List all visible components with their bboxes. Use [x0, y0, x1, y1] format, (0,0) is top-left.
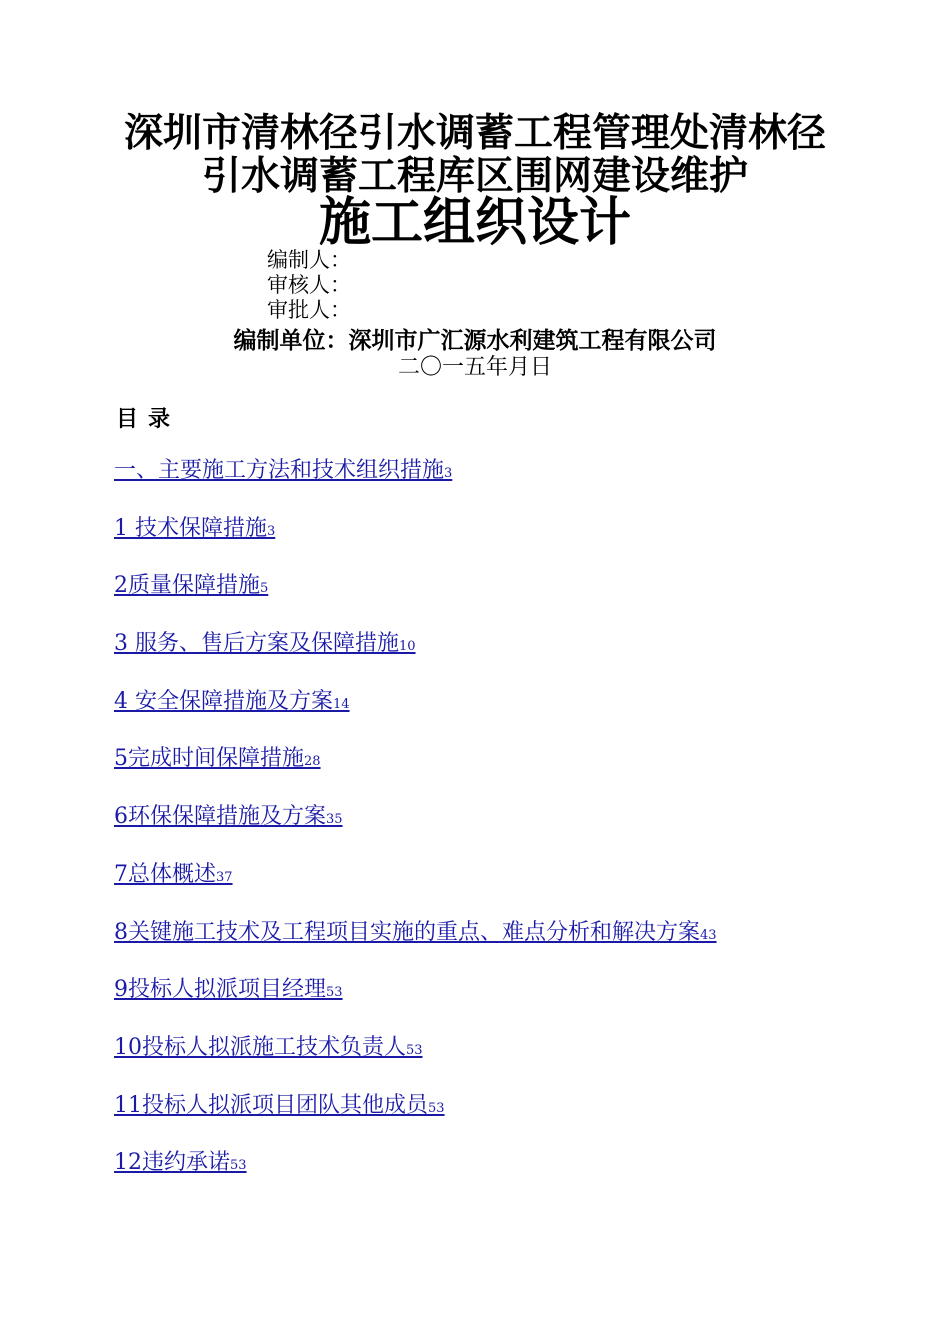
toc-link[interactable] [114, 977, 343, 1002]
document-title-line-1: 深圳市清林径引水调蓄工程管理处清林径 [123, 111, 826, 156]
toc-link-label: 10投标人拟派施工技术负责人 [114, 1034, 406, 1060]
toc-link[interactable] [114, 516, 275, 541]
toc-item [114, 801, 717, 859]
toc-page-number: 3 [444, 466, 453, 481]
toc-page-number: 35 [326, 812, 343, 828]
toc-item [114, 628, 717, 686]
table-of-contents [114, 455, 717, 1205]
toc-item [114, 859, 717, 917]
toc-link-label: 6环保保障措施及方案 [114, 804, 326, 830]
toc-page-number: 53 [230, 1158, 247, 1174]
toc-link[interactable] [114, 862, 233, 887]
compiling-unit: 编制单位：深圳市广汇源水利建筑工程有限公司 [233, 328, 717, 354]
toc-link[interactable] [114, 631, 416, 656]
toc-item [114, 513, 717, 571]
toc-link-label: 9投标人拟派项目经理 [114, 977, 326, 1003]
toc-link[interactable] [114, 1035, 423, 1060]
toc-link-label: 11投标人拟派项目团队其他成员 [114, 1092, 428, 1118]
toc-link[interactable] [114, 689, 350, 714]
toc-link[interactable] [114, 1093, 445, 1118]
approver-label: 审批人： [267, 298, 351, 322]
toc-link-label: 2质量保障措施 [114, 573, 260, 599]
toc-link-label: 12违约承诺 [114, 1150, 230, 1176]
toc-page-number: 53 [428, 1100, 445, 1116]
toc-page-number: 43 [700, 927, 717, 943]
toc-link[interactable] [114, 746, 321, 771]
toc-link-label: 5完成时间保障措施 [114, 746, 304, 772]
toc-link[interactable] [114, 573, 268, 598]
toc-link-label: 1 技术保障措施 [114, 515, 267, 541]
toc-item [114, 1147, 717, 1205]
toc-page-number: 53 [406, 1042, 423, 1058]
compiler-label: 编制人： [267, 248, 351, 272]
toc-item [114, 1090, 717, 1148]
toc-page-number: 37 [216, 869, 233, 885]
toc-page-number: 28 [304, 754, 321, 770]
toc-item [114, 455, 717, 513]
toc-item [114, 570, 717, 628]
toc-link[interactable] [114, 804, 343, 829]
toc-link[interactable] [114, 1150, 247, 1175]
document-title-main: 施工组织设计 [318, 193, 631, 253]
toc-link-label: 一、主要施工方法和技术组织措施 [114, 458, 445, 483]
toc-page-number: 3 [267, 523, 276, 539]
toc-item [114, 743, 717, 801]
document-date: 二〇一五年月日 [397, 355, 552, 380]
toc-link[interactable] [114, 920, 717, 945]
toc-link-label: 4 安全保障措施及方案 [114, 688, 333, 714]
signers-block [267, 248, 351, 323]
toc-page-number: 53 [326, 985, 343, 1001]
reviewer-label: 审核人： [267, 273, 351, 297]
toc-page-number: 5 [260, 581, 269, 597]
toc-page-number: 14 [333, 696, 350, 712]
toc-heading: 目录 [116, 407, 181, 432]
toc-item [114, 1032, 717, 1090]
toc-item [114, 974, 717, 1032]
document-title-line-2: 引水调蓄工程库区围网建设维护 [201, 154, 748, 199]
toc-link-label: 3 服务、售后方案及保障措施 [114, 631, 399, 657]
toc-link[interactable] [114, 458, 452, 483]
toc-page-number: 10 [399, 639, 416, 655]
toc-link-label: 8关键施工技术及工程项目实施的重点、难点分析和解决方案 [114, 919, 700, 945]
toc-item [114, 917, 717, 975]
toc-item [114, 686, 717, 744]
toc-link-label: 7总体概述 [114, 861, 216, 887]
